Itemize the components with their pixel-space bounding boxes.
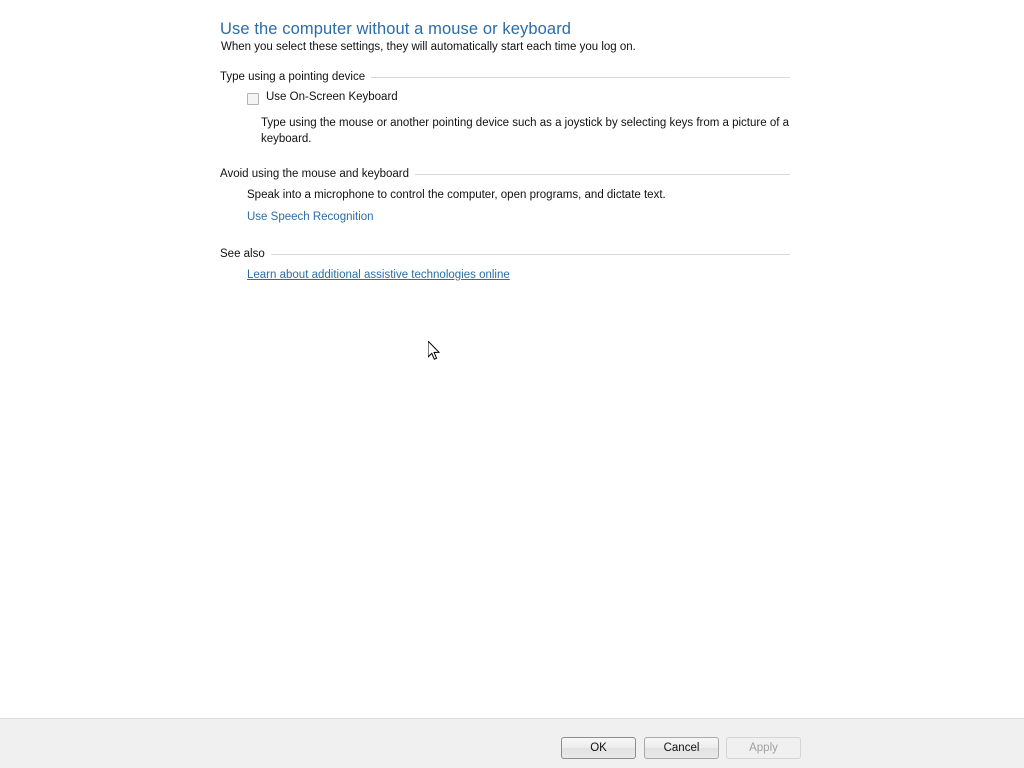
- use-speech-recognition-link[interactable]: Use Speech Recognition: [247, 211, 374, 223]
- group-divider: [415, 174, 790, 175]
- group-header-see-also: [220, 247, 790, 261]
- group-header-avoid-mouse-keyboard-label: Avoid using the mouse and keyboard: [220, 168, 410, 180]
- cancel-button[interactable]: Cancel: [644, 737, 719, 759]
- group-header-see-also-label: See also: [220, 248, 265, 260]
- speech-recognition-description: Speak into a microphone to control the computer, open programs, and dictate text.: [247, 189, 666, 201]
- assistive-technologies-link[interactable]: Learn about additional assistive technologies online: [247, 269, 510, 281]
- onscreen-keyboard-label[interactable]: Use On-Screen Keyboard: [266, 91, 398, 103]
- group-divider: [271, 254, 790, 255]
- group-header-pointing-device-label: Type using a pointing device: [220, 71, 366, 83]
- command-bar: [0, 718, 1024, 768]
- page-subtitle: When you select these settings, they will automatically start each time you log on.: [221, 41, 636, 53]
- group-divider: [371, 77, 790, 78]
- onscreen-keyboard-description: Type using the mouse or another pointing device such as a joystick by selecting keys from a picture of a keyboard.: [261, 117, 790, 145]
- onscreen-keyboard-checkbox[interactable]: [247, 93, 259, 105]
- group-header-avoid-mouse-keyboard: [220, 167, 790, 181]
- onscreen-keyboard-checkbox-row[interactable]: [247, 91, 398, 105]
- mouse-cursor-icon: [428, 341, 442, 362]
- apply-button[interactable]: Apply: [726, 737, 801, 759]
- ok-button[interactable]: OK: [561, 737, 636, 759]
- page-title: Use the computer without a mouse or keyboard: [220, 20, 572, 38]
- group-header-pointing-device: [220, 70, 790, 84]
- background-artifact: [330, 296, 450, 320]
